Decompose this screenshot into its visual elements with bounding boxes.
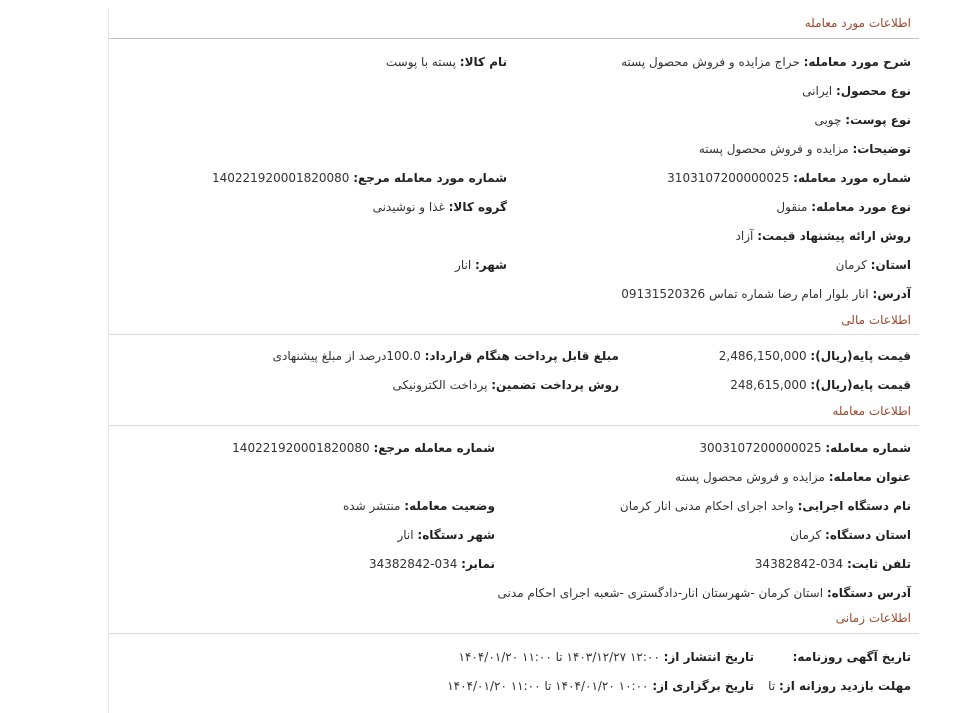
province: استان: کرمان bbox=[835, 258, 911, 272]
transaction-ref-number: شماره معامله مرجع: 140221920001820080 bbox=[232, 441, 495, 455]
goods-group: گروه کالا: غذا و نوشیدنی bbox=[372, 200, 507, 214]
transaction-number: شماره معامله: 3003107200000025 bbox=[699, 441, 911, 455]
city: شهر: انار bbox=[455, 258, 507, 272]
org-phone: تلفن ثابت: 034-34382842 bbox=[754, 557, 911, 571]
notes: توضیحات: مزایده و فروش محصول پسته bbox=[698, 142, 911, 156]
publish-date: تاریخ انتشار از: ۱۲:۰۰ ۱۴۰۳/۱۲/۲۷ تا ۱۱:۰۰ ۱۴۰۴/۰۱/۲۰ bbox=[458, 650, 754, 664]
transaction-status: وضعیت معامله: منتشر شده bbox=[342, 499, 495, 513]
section-title-financial: اطلاعات مالی bbox=[841, 313, 911, 327]
deal-desc: شرح مورد معامله: حراج مزایده و فروش محصول پسته bbox=[621, 55, 911, 69]
section-title-deal: اطلاعات مورد معامله bbox=[804, 16, 911, 30]
organization: نام دستگاه اجرایی: واحد اجرای احکام مدنی انار کرمان bbox=[619, 499, 911, 513]
transaction-title: عنوان معامله: مزایده و فروش محصول پسته bbox=[675, 470, 911, 484]
section-divider bbox=[109, 633, 919, 634]
base-price-guarantee: قیمت پایه(ریال): 248,615,000 bbox=[730, 378, 911, 392]
section-divider bbox=[109, 425, 919, 426]
org-fax: نمابر: 034-34382842 bbox=[369, 557, 495, 571]
bid-method: روش ارائه پیشنهاد قیمت: آزاد bbox=[735, 229, 911, 243]
skin-type: نوع پوست: چوبی bbox=[814, 113, 911, 127]
visit-deadline: مهلت بازدید روزانه از: تا bbox=[768, 679, 911, 693]
address: آدرس: انار بلوار امام رضا شماره تماس 09131520326 bbox=[621, 287, 911, 301]
section-divider bbox=[109, 38, 919, 39]
contract-payment: مبلغ قابل پرداخت هنگام قرارداد: 100.0درصد از مبلغ پیشنهادی bbox=[272, 349, 619, 363]
section-title-transaction: اطلاعات معامله bbox=[832, 404, 911, 418]
section-title-time: اطلاعات زمانی bbox=[835, 611, 911, 625]
org-city: شهر دستگاه: انار bbox=[397, 528, 495, 542]
guarantee-method: روش پرداخت تضمین: پرداخت الکترونیکی bbox=[392, 378, 619, 392]
section-divider bbox=[109, 334, 919, 335]
newspaper-date: تاریخ آگهی روزنامه: bbox=[792, 650, 911, 664]
deal-number: شماره مورد معامله: 3103107200000025 bbox=[667, 171, 911, 185]
hold-date: تاریخ برگزاری از: ۱۰:۰۰ ۱۴۰۴/۰۱/۲۰ تا ۱۱:۰۰ ۱۴۰۴/۰۱/۲۰ bbox=[447, 679, 754, 693]
deal-type: نوع مورد معامله: منقول bbox=[776, 200, 911, 214]
goods-name: نام کالا: پسته با پوست bbox=[385, 55, 507, 69]
org-address: آدرس دستگاه: استان کرمان -شهرستان انار-دادگستری -شعبه اجرای احکام مدنی bbox=[497, 586, 911, 600]
org-province: استان دستگاه: کرمان bbox=[789, 528, 911, 542]
deal-ref-number: شماره مورد معامله مرجع: 140221920001820080 bbox=[211, 171, 507, 185]
deal-page bbox=[108, 8, 919, 713]
base-price: قیمت پایه(ریال): 2,486,150,000 bbox=[718, 349, 911, 363]
product-type: نوع محصول: ایرانی bbox=[802, 84, 911, 98]
